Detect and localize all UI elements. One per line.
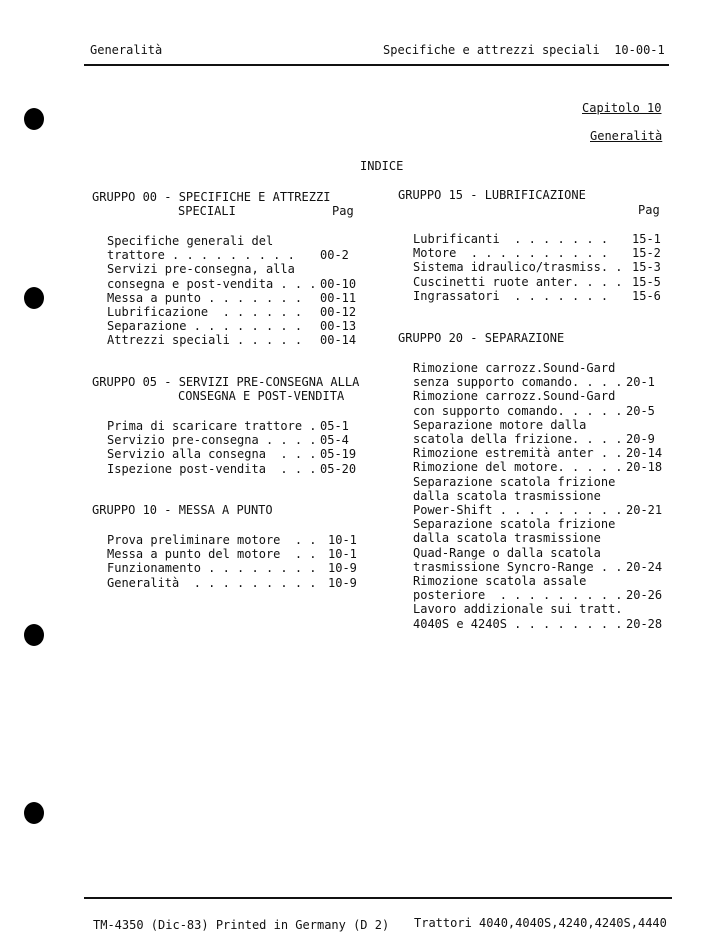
toc-entry (107, 319, 357, 334)
toc-entry-page: 20-9 (626, 432, 655, 446)
toc-entry-text: Rimozione carrozz.Sound-Gard (413, 361, 616, 375)
toc-entry-text: trasmissione Syncro-Range . . (413, 559, 623, 574)
binder-hole (24, 802, 44, 824)
toc-entry-text: Servizio alla consegna . . . (107, 447, 317, 462)
toc-entry (413, 503, 663, 517)
toc-entry-page: 15-6 (632, 288, 661, 303)
toc-entry-page: 10-9 (328, 575, 357, 590)
index-title: INDICE (360, 159, 404, 173)
toc-entry-page: 20-1 (626, 375, 655, 390)
toc-entry (107, 461, 357, 476)
toc-entry (413, 389, 615, 403)
toc-entry-page: 10-1 (328, 547, 357, 562)
toc-entry-text: Lubrificazione . . . . . . (107, 305, 303, 319)
toc-entry-text: Messa a punto . . . . . . . (107, 290, 303, 305)
toc-entry-text: Rimozione carrozz.Sound-Gard (413, 389, 616, 404)
toc-entry (107, 234, 273, 248)
chapter-subtitle: Generalità (590, 129, 663, 143)
footer-rule (84, 897, 672, 899)
toc-entry (107, 419, 349, 433)
toc-entry-text: con supporto comando. . . . . (413, 403, 623, 418)
toc-entry (107, 447, 357, 462)
toc-entry-text: 4040S e 4240S . . . . . . . . (413, 616, 623, 631)
toc-entry (107, 248, 349, 263)
toc-entry-page: 20-26 (626, 588, 663, 603)
toc-entry-text: posteriore . . . . . . . . . (413, 588, 623, 603)
toc-entry (413, 460, 663, 475)
toc-entry-text: Motore . . . . . . . . . . (413, 246, 609, 261)
toc-entry-text: consegna e post-vendita . . . (107, 276, 317, 291)
toc-entry-page: 15-3 (632, 260, 661, 275)
toc-entry (107, 333, 357, 348)
toc-entry-page: 20-24 (626, 559, 663, 574)
toc-entry (413, 274, 661, 289)
toc-entry-text: Power-Shift . . . . . . . . . (413, 503, 623, 517)
group-00-title: GRUPPO 00 - SPECIFICHE E ATTREZZI (92, 190, 331, 204)
toc-entry (107, 433, 349, 448)
toc-entry (413, 588, 663, 603)
binder-hole (24, 624, 44, 646)
group-05-title-cont: CONSEGNA E POST-VENDITA (178, 389, 345, 403)
toc-entry (413, 403, 655, 418)
toc-entry-text: scatola della frizione. . . . (413, 432, 623, 446)
toc-entry-page: 00-2 (320, 248, 349, 263)
toc-entry-page: 10-9 (328, 561, 357, 576)
binder-hole (24, 108, 44, 130)
toc-entry (413, 546, 601, 560)
toc-entry (107, 561, 357, 576)
toc-entry-page: 05-1 (320, 419, 349, 433)
group-10-title: GRUPPO 10 - MESSA A PUNTO (92, 503, 273, 517)
toc-entry-page: 20-5 (626, 403, 655, 418)
toc-entry (413, 432, 655, 446)
toc-entry (107, 533, 357, 547)
toc-entry-page: 00-12 (320, 305, 357, 319)
toc-entry-page: 00-10 (320, 276, 357, 291)
footer-left: TM-4350 (Dic-83) Printed in Germany (D 2) (93, 918, 390, 932)
toc-entry-text: dalla scatola trasmissione (413, 531, 601, 546)
toc-entry-text: Sistema idraulico/trasmiss. . (413, 260, 623, 275)
header-right: Specifiche e attrezzi speciali 10-00-1 (383, 43, 665, 57)
toc-entry-text: Rimozione scatola assale (413, 574, 587, 588)
toc-entry (107, 547, 357, 562)
toc-entry (413, 288, 661, 303)
pag-label: Pag (638, 203, 660, 217)
toc-entry-text: Messa a punto del motore . . (107, 547, 317, 562)
toc-entry (413, 260, 661, 275)
group-00-title-cont: SPECIALI (178, 204, 236, 218)
pag-label: Pag (332, 204, 354, 218)
toc-entry-text: senza supporto comando. . . . (413, 375, 623, 390)
toc-entry-page: 20-21 (626, 503, 663, 517)
toc-entry (107, 262, 295, 276)
chapter-title: Capitolo 10 (582, 101, 662, 115)
header-rule (84, 64, 669, 66)
toc-entry (107, 575, 357, 590)
toc-entry (413, 531, 601, 545)
toc-entry-page: 20-28 (626, 616, 663, 631)
toc-entry-page: 05-19 (320, 447, 357, 462)
toc-entry-text: Prova preliminare motore . . (107, 533, 317, 547)
toc-entry-text: Lubrificanti . . . . . . . (413, 232, 609, 246)
toc-entry-text: Separazione motore dalla (413, 417, 587, 432)
toc-entry-text: trattore . . . . . . . . . (107, 248, 295, 263)
group-15-title: GRUPPO 15 - LUBRIFICAZIONE (398, 188, 586, 202)
toc-entry (413, 574, 586, 588)
toc-entry-text: Rimozione del motore. . . . . (413, 460, 623, 475)
toc-entry (413, 418, 586, 432)
header-left: Generalità (90, 43, 163, 57)
toc-entry-page: 20-14 (626, 446, 663, 461)
toc-entry-page: 15-5 (632, 274, 661, 289)
toc-entry (413, 475, 615, 489)
toc-entry-text: Specifiche generali del (107, 234, 274, 248)
toc-entry-text: Prima di scaricare trattore . (107, 419, 317, 433)
toc-entry-text: Separazione . . . . . . . . (107, 319, 303, 334)
toc-entry (413, 246, 661, 261)
toc-entry (107, 290, 357, 305)
group-05-title: GRUPPO 05 - SERVIZI PRE-CONSEGNA ALLA (92, 375, 360, 389)
toc-entry (413, 446, 663, 461)
toc-entry-text: Lavoro addizionale sui tratt. (413, 602, 623, 617)
toc-entry-text: Cuscinetti ruote anter. . . . (413, 274, 623, 289)
footer-right: Trattori 4040,4040S,4240,4240S,4440 (414, 916, 667, 930)
toc-entry (413, 361, 615, 375)
toc-entry (413, 517, 615, 531)
binder-hole (24, 287, 44, 309)
toc-entry (107, 305, 357, 319)
toc-entry (413, 375, 655, 390)
toc-entry-text: Quad-Range o dalla scatola (413, 545, 601, 560)
toc-entry-page: 10-1 (328, 533, 357, 547)
toc-entry-text: Funzionamento . . . . . . . . (107, 561, 317, 576)
toc-entry (413, 602, 623, 616)
toc-entry (413, 232, 661, 246)
toc-entry-text: Servizi pre-consegna, alla (107, 262, 295, 277)
toc-entry-text: Attrezzi speciali . . . . . (107, 333, 303, 348)
toc-entry (107, 276, 357, 291)
toc-entry-text: Servizio pre-consegna . . . . (107, 433, 317, 448)
toc-entry-text: Separazione scatola frizione (413, 517, 616, 532)
toc-entry-text: dalla scatola trasmissione (413, 488, 601, 503)
toc-entry-text: Ingrassatori . . . . . . . (413, 288, 609, 303)
group-20-title: GRUPPO 20 - SEPARAZIONE (398, 331, 565, 345)
toc-entry-page: 00-11 (320, 290, 357, 305)
toc-entry-text: Generalità . . . . . . . . . (107, 575, 317, 590)
toc-entry-text: Rimozione estremità anter . . (413, 446, 623, 461)
toc-entry-page: 20-18 (626, 460, 663, 475)
toc-entry-text: Ispezione post-vendita . . . (107, 461, 317, 476)
toc-entry-page: 00-13 (320, 319, 357, 334)
toc-entry-page: 05-4 (320, 433, 349, 448)
toc-entry (413, 489, 601, 503)
toc-entry-page: 00-14 (320, 333, 357, 348)
toc-entry (413, 616, 663, 631)
toc-entry-text: Separazione scatola frizione (413, 474, 616, 489)
toc-entry-page: 05-20 (320, 461, 357, 476)
toc-entry-page: 15-1 (632, 232, 661, 246)
toc-entry (413, 559, 663, 574)
toc-entry-page: 15-2 (632, 246, 661, 261)
